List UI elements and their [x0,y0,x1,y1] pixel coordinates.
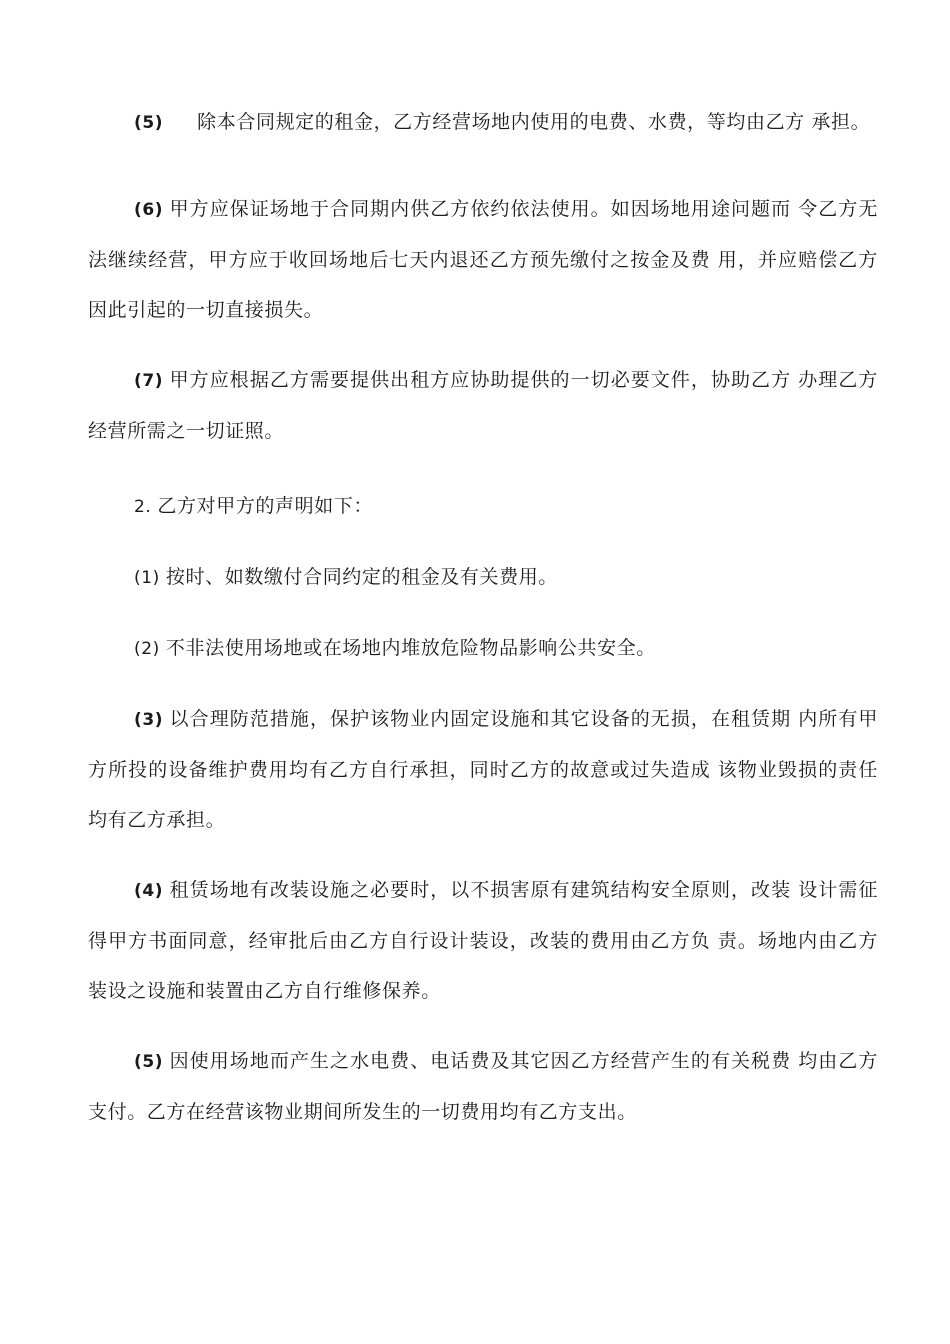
clause-number: (4) [134,881,164,901]
clause-b1 [88,552,878,603]
clause-text: 因使用场地而产生之水电费、电话费及其它因乙方经营产生的有关税费 均由乙方支付。乙方在经营该物业期间所发生的一切费用均有乙方支出。 [88,1050,878,1123]
clause-text: 甲方应保证场地于合同期内供乙方依约依法使用。如因场地用途问题而 令乙方无法继续经营，甲方应于收回场地后七天内退还乙方预先缴付之按金及费 用，并应赔偿乙方因此引起的一切直接损失。 [88,198,878,321]
clause-number: (2) [134,639,160,659]
clause-b5 [88,1036,878,1137]
clause-text: 不非法使用场地或在场地内堆放危险物品影响公共安全。 [165,637,656,659]
clause-text: 按时、如数缴付合同约定的租金及有关费用。 [165,566,558,588]
clause-text: 除本合同规定的租金，乙方经营场地内使用的电费、水费，等均由乙方 承担。 [197,111,871,133]
clause-number: (3) [134,710,164,730]
section-number: 2. [134,497,152,517]
clause-a6 [88,184,878,335]
clause-number: (1) [134,568,160,588]
clause-b4 [88,865,878,1016]
clause-number: (5) [134,1052,164,1072]
clause-text: 租赁场地有改装设施之必要时，以不损害原有建筑结构安全原则，改装 设计需征得甲方书面同意，经审批后由乙方自行设计装设，改装的费用由乙方负 责。场地内由乙方装设之设施和装置由乙方自行维修保养。 [88,879,878,1002]
section-text: 乙方对甲方的声明如下： [157,495,374,517]
section-2-heading [88,481,878,532]
clause-b2 [88,623,878,674]
clause-number: (5) [134,113,164,133]
clause-number: (7) [134,371,164,391]
clause-text: 以合理防范措施，保护该物业内固定设施和其它设备的无损，在租赁期 内所有甲方所投的设备维护费用均有乙方自行承担，同时乙方的故意或过失造成 该物业毁损的责任均有乙方承担。 [88,708,878,831]
clause-a7 [88,355,878,456]
clause-b3 [88,694,878,845]
clause-a5 [88,97,878,148]
clause-number: (6) [134,200,164,220]
clause-text: 甲方应根据乙方需要提供出租方应协助提供的一切必要文件，协助乙方 办理乙方经营所需之一切证照。 [88,369,878,442]
